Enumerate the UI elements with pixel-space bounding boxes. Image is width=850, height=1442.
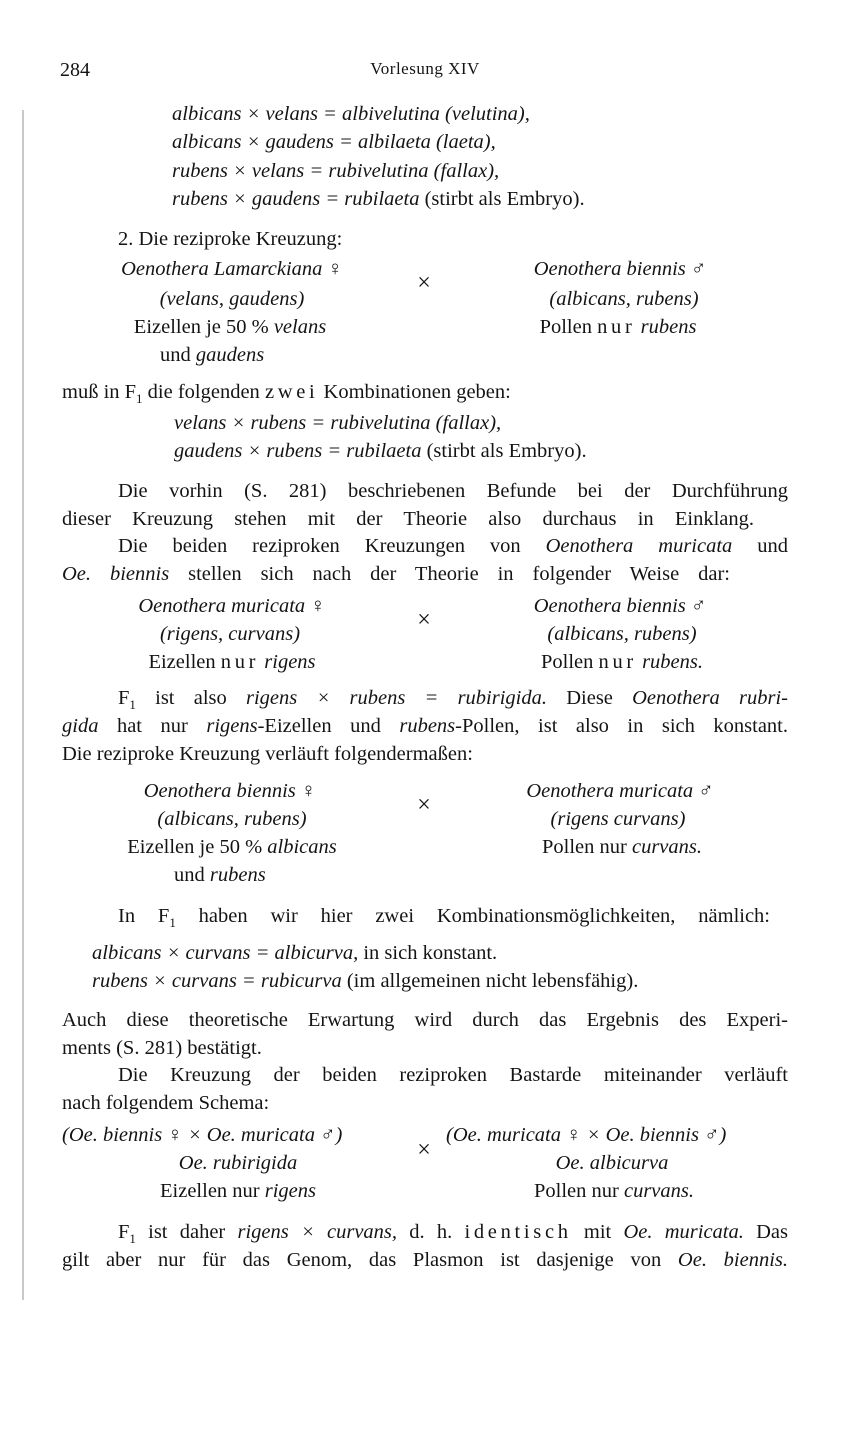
text-line: Oe. biennis stellen sich nach der Theorie in folgender Weise dar: bbox=[62, 563, 730, 585]
cross-right-pollen: Pollen nur curvans. bbox=[534, 1180, 694, 1202]
cross-left-genes: (rigens, curvans) bbox=[159, 623, 301, 645]
formula-line: gaudens × rubens = rubilaeta (stirbt als Embryo). bbox=[174, 440, 587, 462]
cross-left-eggs-2: und rubens bbox=[174, 864, 266, 886]
cross-symbol: × bbox=[417, 1137, 431, 1163]
formula-line: velans × rubens = rubivelutina (fallax), bbox=[174, 412, 502, 434]
formula-line: rubens × gaudens = rubilaeta (stirbt als Embryo). bbox=[172, 188, 585, 210]
cross-left-genes: (albicans, rubens) bbox=[157, 808, 307, 830]
text-line: gilt aber nur für das Genom, das Plasmon ist dasjenige von Oe. biennis. bbox=[62, 1249, 789, 1271]
formula-line: rubens × velans = rubivelutina (fallax), bbox=[172, 160, 500, 182]
cross-right-genes: (albicans, rubens) bbox=[547, 623, 697, 645]
text-line: nach folgendem Schema: bbox=[62, 1092, 270, 1114]
cross-left-eggs: Eizellen je 50 % velans bbox=[133, 316, 327, 338]
cross-right-pollen: Pollen nur curvans. bbox=[542, 836, 702, 858]
cross-right-name: Oenothera muricata ♂ bbox=[526, 780, 714, 802]
cross-right-pollen: Pollen nur rubens. bbox=[541, 651, 703, 673]
cross-symbol: × bbox=[417, 607, 431, 633]
cross-left-eggs: Eizellen nur rigens bbox=[160, 1180, 316, 1202]
text-line: $F_1$ ist also rigens × rubens = rubirigida. Diese Oenothera rubri- bbox=[118, 687, 788, 713]
text-line: Die vorhin (S. 281) beschriebenen Befunde bei der Durchführung bbox=[118, 480, 788, 502]
formula-line: rubens × curvans = rubicurva (im allgemeinen nicht lebensfähig). bbox=[92, 970, 639, 992]
cross-right-genes: (albicans, rubens) bbox=[549, 288, 699, 310]
cross-symbol: × bbox=[417, 270, 431, 296]
cross-right-name: (Oe. muricata ♀ × Oe. biennis ♂) bbox=[446, 1124, 727, 1146]
cross-left-name: Oenothera Lamarckiana ♀ bbox=[121, 258, 343, 280]
text-line: muß in $F_1$ die folgenden zwei Kombinationen geben: bbox=[62, 381, 511, 407]
cross-left-name: Oenothera biennis ♀ bbox=[143, 780, 317, 802]
text-line: gida hat nur rigens-Eizellen und rubens-Pollen, ist also in sich konstant. bbox=[62, 715, 789, 737]
text-line: Die beiden reziproken Kreuzungen von Oenothera muricata und bbox=[118, 535, 789, 557]
cross-symbol: × bbox=[417, 792, 431, 818]
formula-line: albicans × curvans = albicurva, in sich konstant. bbox=[92, 942, 498, 964]
formula-line: albicans × gaudens = albilaeta (laeta), bbox=[172, 131, 496, 153]
cross-left-eggs: Eizellen nur rigens bbox=[148, 651, 316, 673]
text-line: dieser Kreuzung stehen mit der Theorie also durchaus in Einklang. bbox=[62, 508, 754, 530]
running-title: Vorlesung XIV bbox=[370, 59, 480, 78]
formula-line: albicans × velans = albivelutina (velutina), bbox=[172, 103, 530, 125]
section-heading: 2. Die reziproke Kreuzung: bbox=[118, 228, 343, 250]
cross-right-name: Oenothera biennis ♂ bbox=[533, 258, 707, 280]
cross-left-name: Oenothera muricata ♀ bbox=[138, 595, 326, 617]
cross-left-name: (Oe. biennis ♀ × Oe. muricata ♂) bbox=[62, 1124, 343, 1146]
cross-right-pollen: Pollen nur rubens bbox=[539, 316, 697, 338]
cross-left-genes: (velans, gaudens) bbox=[159, 288, 305, 310]
text-line: ments (S. 281) bestätigt. bbox=[62, 1037, 262, 1059]
page-number: 284 bbox=[60, 59, 90, 81]
cross-left-hybrid: Oe. rubirigida bbox=[178, 1152, 298, 1174]
cross-right-hybrid: Oe. albicurva bbox=[555, 1152, 669, 1174]
cross-right-name: Oenothera biennis ♂ bbox=[533, 595, 707, 617]
text-line: Die reziproke Kreuzung verläuft folgendermaßen: bbox=[62, 743, 473, 765]
text-line: Die Kreuzung der beiden reziproken Bastarde miteinander verläuft bbox=[118, 1064, 788, 1086]
text-line: Auch diese theoretische Erwartung wird durch das Ergebnis des Experi- bbox=[62, 1009, 788, 1031]
text-line: $F_1$ ist daher rigens × curvans, d. h. identisch mit Oe. muricata. Das bbox=[118, 1221, 788, 1247]
page-edge-shadow bbox=[22, 110, 24, 1300]
cross-left-eggs: Eizellen je 50 % albicans bbox=[127, 836, 337, 858]
cross-left-eggs-2: und gaudens bbox=[160, 344, 265, 366]
cross-right-genes: (rigens curvans) bbox=[550, 808, 686, 830]
text-line: In $F_1$ haben wir hier zwei Kombinationsmöglichkeiten, nämlich: bbox=[118, 905, 770, 931]
